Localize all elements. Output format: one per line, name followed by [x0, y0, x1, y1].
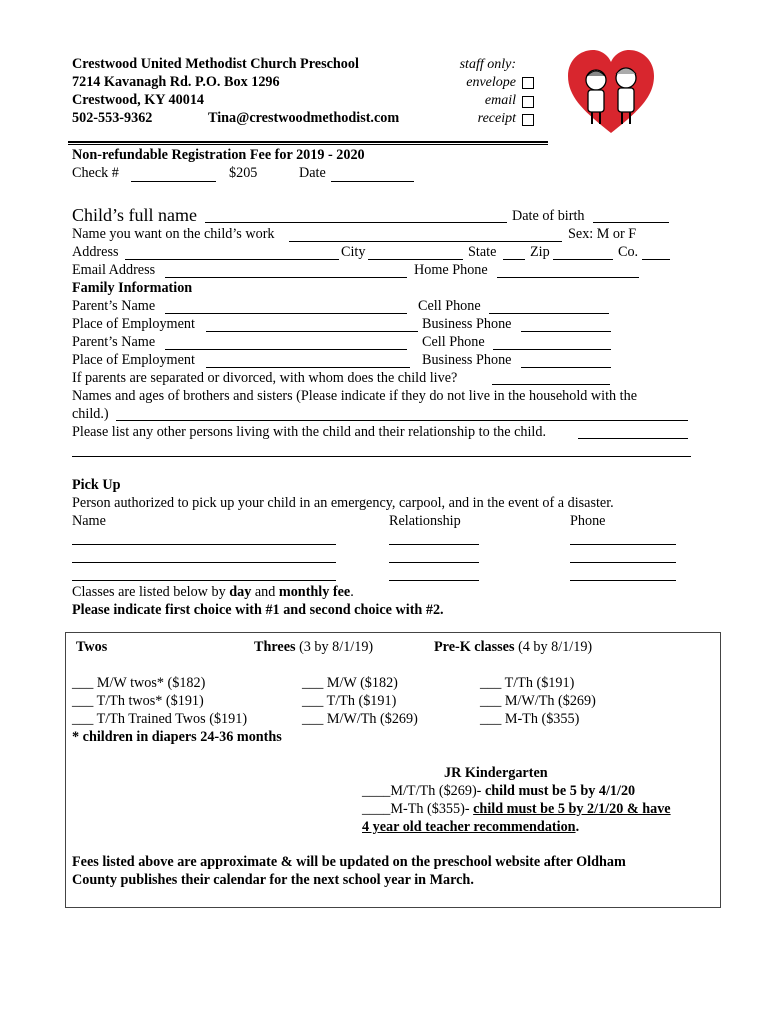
county-field[interactable] — [642, 259, 670, 260]
header-divider — [68, 141, 548, 143]
threes-option-tth[interactable]: ___ T/Th ($191) — [302, 693, 397, 709]
parent1-employment-field[interactable] — [206, 331, 418, 332]
dob-label: Date of birth — [512, 208, 585, 224]
choice-instructions: Please indicate first choice with #1 and second choice with #2. — [72, 602, 444, 618]
city-label: City — [341, 244, 366, 260]
pickup-name-field-2[interactable] — [72, 562, 336, 563]
parent1-name-label: Parent’s Name — [72, 298, 156, 314]
state-label: State — [468, 244, 497, 260]
envelope-checkbox[interactable] — [522, 77, 534, 89]
pickup-name-field-3[interactable] — [72, 580, 336, 581]
dob-field[interactable] — [593, 222, 669, 223]
pickup-name-field-1[interactable] — [72, 544, 336, 545]
twos-title: Twos — [76, 639, 108, 655]
jrk-option-mth[interactable]: ____M-Th ($355)- child must be 5 by 2/1/20 & have — [362, 801, 671, 817]
fee-date-label: Date — [299, 165, 326, 181]
pickup-phone-field-3[interactable] — [570, 580, 676, 581]
parent2-business-field[interactable] — [521, 367, 611, 368]
parent1-name-field[interactable] — [165, 313, 407, 314]
check-number-field[interactable] — [131, 181, 216, 182]
pickup-relationship-field-1[interactable] — [389, 544, 479, 545]
threes-title: Threes (3 by 8/1/19) — [254, 639, 374, 655]
fee-amount: $205 — [229, 165, 258, 181]
pickup-intro: Person authorized to pick up your child in an emergency, carpool, and in the event of a disaster. — [72, 495, 614, 511]
others-field-line2[interactable] — [72, 456, 691, 457]
parent1-cell-label: Cell Phone — [418, 298, 481, 314]
child-name-field[interactable] — [205, 222, 507, 223]
zip-label: Zip — [530, 244, 550, 260]
parent2-business-label: Business Phone — [422, 352, 512, 368]
fee-title: Non-refundable Registration Fee for 2019 - 2020 — [72, 147, 365, 163]
org-address-line2: Crestwood, KY 40014 — [72, 92, 205, 108]
twos-diaper-note: * children in diapers 24-36 months — [72, 729, 282, 745]
prek-option-mth[interactable]: ___ M-Th ($355) — [480, 711, 580, 727]
pickup-relationship-field-3[interactable] — [389, 580, 479, 581]
parent1-business-field[interactable] — [521, 331, 611, 332]
others-question: Please list any other persons living with the child and their relationship to the child. — [72, 424, 547, 440]
pickup-phone-header: Phone — [570, 513, 606, 529]
check-label: Check # — [72, 165, 119, 181]
child-name-label: Child’s full name — [72, 205, 197, 225]
email-label: Email Address — [72, 262, 156, 278]
sex-label: Sex: M or F — [568, 226, 637, 242]
pickup-phone-field-2[interactable] — [570, 562, 676, 563]
email-checkbox[interactable] — [522, 96, 534, 108]
fee-date-field[interactable] — [331, 181, 414, 182]
nickname-label: Name you want on the child’s work — [72, 226, 275, 242]
receipt-checkbox[interactable] — [522, 114, 534, 126]
nickname-field[interactable] — [289, 241, 562, 242]
threes-option-mw[interactable]: ___ M/W ($182) — [302, 675, 398, 691]
org-name: Crestwood United Methodist Church Preschool — [72, 56, 359, 72]
parent1-employment-label: Place of Employment — [72, 316, 195, 332]
prek-option-mwth[interactable]: ___ M/W/Th ($269) — [480, 693, 596, 709]
pickup-heading: Pick Up — [72, 477, 121, 493]
custody-question: If parents are separated or divorced, with whom does the child live? — [72, 370, 458, 386]
home-phone-field[interactable] — [497, 277, 639, 278]
city-field[interactable] — [368, 259, 463, 260]
parent2-name-label: Parent’s Name — [72, 334, 156, 350]
prek-option-tth[interactable]: ___ T/Th ($191) — [480, 675, 575, 691]
siblings-question: Names and ages of brothers and sisters (Please indicate if they do not live in the household with the — [72, 388, 637, 404]
preschool-logo-icon — [566, 48, 656, 138]
zip-field[interactable] — [553, 259, 613, 260]
fees-note-line2: County publishes their calendar for the next school year in March. — [72, 872, 474, 888]
siblings-question-cont: child.) — [72, 406, 109, 422]
staff-only-title: staff only: — [459, 57, 516, 72]
siblings-field[interactable] — [116, 420, 688, 421]
address-label: Address — [72, 244, 119, 260]
staff-receipt-label: receipt — [477, 111, 516, 126]
twos-option-tth[interactable]: ___ T/Th twos* ($191) — [72, 693, 204, 709]
classes-intro: Classes are listed below by day and monthly fee. — [72, 584, 354, 600]
parent1-business-label: Business Phone — [422, 316, 512, 332]
pickup-relationship-field-2[interactable] — [389, 562, 479, 563]
prek-title: Pre-K classes (4 by 8/1/19) — [434, 639, 593, 655]
twos-option-mw[interactable]: ___ M/W twos* ($182) — [72, 675, 206, 691]
county-label: Co. — [618, 244, 639, 260]
address-field[interactable] — [125, 259, 339, 260]
pickup-name-header: Name — [72, 513, 106, 529]
org-address-line1: 7214 Kavanagh Rd. P.O. Box 1296 — [72, 74, 280, 90]
jrk-title: JR Kindergarten — [444, 765, 548, 781]
parent2-cell-label: Cell Phone — [422, 334, 485, 350]
pickup-relationship-header: Relationship — [389, 513, 461, 529]
org-phone: 502-553-9362 — [72, 110, 153, 126]
jrk-option-mtth[interactable]: ____M/T/Th ($269)- child must be 5 by 4/1/20 — [362, 783, 636, 799]
staff-only-block — [430, 56, 516, 128]
family-info-heading: Family Information — [72, 280, 193, 296]
home-phone-label: Home Phone — [414, 262, 488, 278]
parent1-cell-field[interactable] — [489, 313, 609, 314]
org-email: Tina@crestwoodmethodist.com — [208, 110, 400, 126]
fees-note-line1: Fees listed above are approximate & will be updated on the preschool website after Oldham — [72, 854, 626, 870]
parent2-name-field[interactable] — [165, 349, 407, 350]
state-field[interactable] — [503, 259, 525, 260]
header-divider-thin — [68, 144, 548, 145]
twos-option-trained[interactable]: ___ T/Th Trained Twos ($191) — [72, 711, 248, 727]
pickup-phone-field-1[interactable] — [570, 544, 676, 545]
jrk-requirement-cont: 4 year old teacher recommendation. — [362, 819, 580, 835]
staff-email-label: email — [484, 93, 516, 108]
others-field[interactable] — [578, 438, 688, 439]
parent2-employment-field[interactable] — [206, 367, 410, 368]
threes-option-mwth[interactable]: ___ M/W/Th ($269) — [302, 711, 418, 727]
parent2-employment-label: Place of Employment — [72, 352, 195, 368]
staff-envelope-label: envelope — [466, 75, 516, 90]
custody-field[interactable] — [492, 384, 610, 385]
email-field[interactable] — [165, 277, 407, 278]
parent2-cell-field[interactable] — [493, 349, 611, 350]
